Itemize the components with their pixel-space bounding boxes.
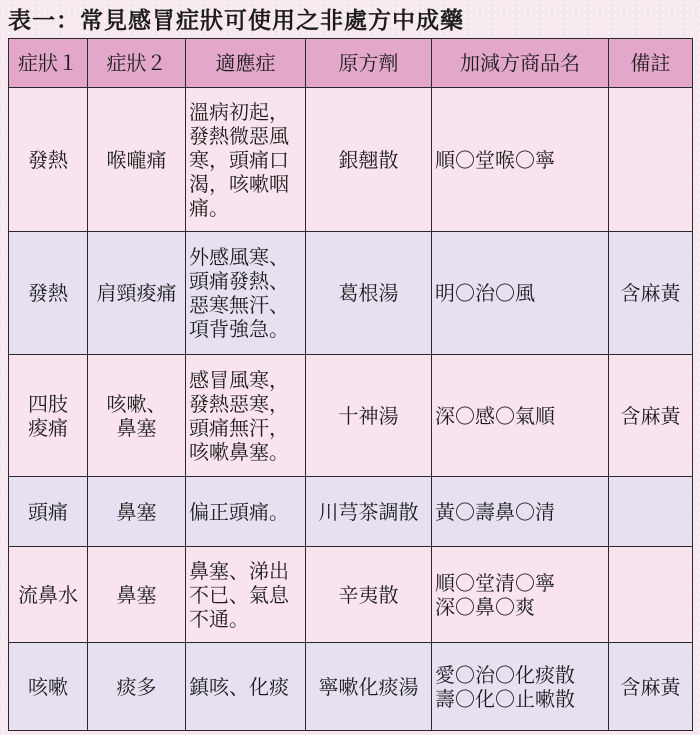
symptom2-cell [88,232,186,355]
indication-line: 頭痛無汗， [189,415,289,440]
indication-cell [186,547,306,643]
indication-line: 偏正頭痛。 [189,499,289,524]
indication-line: 痛。 [189,195,229,220]
note-cell: 含麻黃 [609,355,693,477]
header-product: 加減方商品名 [432,39,609,88]
symptom1-cell [9,232,88,355]
formula-cell: 辛夷散 [306,547,432,643]
product-cell [432,547,609,643]
table-row [9,232,693,355]
product-cell [432,355,609,477]
note-cell [609,88,693,232]
product-line: 深〇鼻〇爽 [435,594,535,619]
symptom2-cell [88,88,186,232]
indication-line: 不通。 [189,606,249,631]
note-cell [609,477,693,547]
formula-cell: 川芎茶調散 [306,477,432,547]
symptom2-cell [88,477,186,547]
product-line: 深〇感〇氣順 [435,403,555,428]
table-caption: 表一：常見感冒症狀可使用之非處方中成藥 [8,8,464,34]
symptom2-line: 喉嚨痛 [106,147,167,172]
symptom1-line: 痠痛 [28,415,68,440]
header-note: 備註 [609,39,693,88]
indication-line: 渴，咳嗽咽 [189,171,289,196]
header-symptom2: 症狀２ [88,39,186,88]
symptom1-line: 發熱 [28,281,68,305]
symptom1-line: 咳嗽 [28,674,68,699]
table-row [9,643,693,731]
symptom1-line: 流鼻水 [18,582,78,607]
table-row [9,547,693,643]
product-line: 順〇堂喉〇寧 [435,147,555,172]
symptom1-cell [9,88,88,232]
table-row [9,477,693,547]
indication-line: 鎮咳、化痰 [189,674,289,699]
product-line: 明〇治〇風 [435,281,535,305]
indication-line: 咳嗽鼻塞。 [189,439,289,464]
indication-line: 感冒風寒， [189,367,289,392]
product-cell [432,232,609,355]
product-line: 壽〇化〇止嗽散 [435,686,575,711]
formula-cell: 葛根湯 [306,232,432,355]
note-cell [609,547,693,643]
product-line: 黃〇壽鼻〇清 [435,499,555,524]
table-row [9,355,693,477]
symptom2-line: 鼻塞 [116,582,157,607]
symptom2-line: 鼻塞 [116,415,157,440]
symptom2-line: 肩頸痠痛 [96,281,177,305]
indication-cell [186,643,306,731]
product-cell [432,477,609,547]
note-cell: 含麻黃 [609,232,693,355]
symptom1-cell [9,355,88,477]
symptom1-line: 頭痛 [28,499,68,524]
indication-line: 外感風寒、 [189,245,289,269]
indication-cell [186,477,306,547]
formula-cell: 十神湯 [306,355,432,477]
product-line: 順〇堂清〇寧 [435,570,555,595]
product-line: 愛〇治〇化痰散 [435,662,575,687]
header-symptom1: 症狀１ [9,39,88,88]
symptom1-line: 發熱 [28,147,68,172]
symptom2-cell [88,355,186,477]
indication-line: 發熱惡寒， [189,391,289,416]
indication-line: 不已、氣息 [189,582,289,607]
indication-cell [186,355,306,477]
symptom1-line: 四肢 [28,391,68,416]
symptom2-line: 痰多 [116,674,157,699]
symptom1-cell [9,477,88,547]
indication-cell [186,88,306,232]
symptom1-cell [9,547,88,643]
indication-line: 頭痛發熱、 [189,269,289,293]
indication-line: 寒，頭痛口 [189,147,289,172]
indication-cell [186,232,306,355]
symptom2-line: 咳嗽、 [106,391,167,416]
otc-medicine-table [8,38,693,731]
indication-line: 鼻塞、涕出 [189,558,289,583]
symptom1-cell [9,643,88,731]
header-formula: 原方劑 [306,39,432,88]
symptom2-line: 鼻塞 [116,499,157,524]
product-cell [432,88,609,232]
header-indication: 適應症 [186,39,306,88]
formula-cell: 銀翹散 [306,88,432,232]
indication-line: 發熱微惡風 [189,123,289,148]
formula-cell: 寧嗽化痰湯 [306,643,432,731]
symptom2-cell [88,547,186,643]
note-cell: 含麻黃 [609,643,693,731]
indication-line: 溫病初起， [189,99,289,124]
indication-line: 惡寒無汗、 [189,293,289,317]
symptom2-cell [88,643,186,731]
table-row [9,88,693,232]
product-cell [432,643,609,731]
indication-line: 項背強急。 [189,317,289,341]
header-row [9,39,693,88]
